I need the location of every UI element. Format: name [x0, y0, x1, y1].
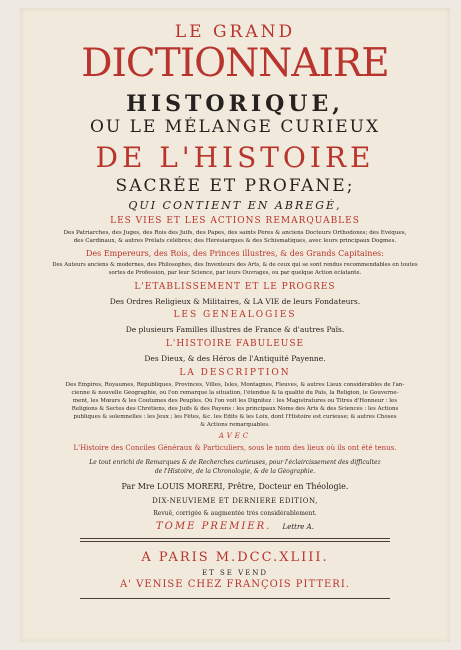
- text-description-2: cienne & nouvelle Géographie, où l'on remarque la situation, l'étendue & la qualité du Païs, la Religion, le Gouverne-: [71, 390, 399, 396]
- imprint-se-vend: ET SE VEND: [201, 569, 269, 577]
- title-line-histoire: DE L'HISTOIRE: [95, 141, 375, 174]
- text-description-1: Des Empires, Royaumes, Républiques, Provinces, Villes, Isles, Montagnes, Fleuves, & autres Lieux considérables de l'an-: [65, 382, 405, 388]
- text-familles: De plusieurs Familles illustres de France & d'autres Païs.: [125, 325, 345, 334]
- text-auteurs-1: Des Auteurs anciens & modernes, des Philosophes, des Inventeurs des Arts, & de ceux qui se sont rendus recommendables en toutes: [52, 262, 418, 268]
- text-description-4: Religions & Sectes des Chrétiens, des Juifs & des Payens : les principaux Noms des Arts & des Sciences : les Actions: [71, 406, 399, 412]
- heading-etablissement: L'ETABLISSEMENT ET LE PROGRÈS: [134, 282, 336, 292]
- text-description-3: ment, les Mœurs & les Coutumes des Peuples. Où l'on voit les Dignitez : les Magistratures ou Titres d'Honneur : les: [72, 398, 398, 404]
- title-line-dictionnaire: DICTIONNAIRE: [81, 41, 389, 86]
- heading-avec: AVEC: [218, 432, 252, 440]
- title-line-melange: OU LE MÉLANGE CURIEUX: [89, 117, 381, 137]
- heading-vies: LES VIES ET LES ACTIONS REMARQUABLES: [110, 216, 360, 226]
- heading-fabuleuse: L'HISTOIRE FABULEUSE: [165, 339, 305, 349]
- text-revue: Revuë, corrigée & augmentée très considérablement.: [153, 510, 317, 517]
- lettre-label: Lettre A.: [282, 523, 314, 531]
- text-ordres: Des Ordres Religieux & Militaires, & LA VIE de leurs Fondateurs.: [109, 297, 361, 306]
- heading-genealogies: LES GÉNÉALOGIES: [173, 310, 297, 320]
- divider-top: [80, 538, 390, 542]
- text-tome: [20, 521, 450, 532]
- text-description-6: & Actions remarquables.: [200, 422, 270, 428]
- divider-bottom: [80, 598, 390, 599]
- text-vies-2: des Cardinaux, & autres Prélats célèbres; des Hérésiarques & des Schismatiques, avec leurs principaux Dogmes.: [73, 238, 397, 244]
- tome-label: TOME PREMIER.: [156, 521, 272, 532]
- text-enrichi-1: Le tout enrichi de Remarques & de Recherches curieuses, pour l'éclaircissement des difficultez: [89, 459, 381, 466]
- text-auteurs-2: sortes de Profession, par leur Science, par leurs Ouvrages, ou par quelque Action éclatante.: [108, 270, 362, 276]
- text-enrichi-2: de l'Histoire, de la Chronologie, & de la Géographie.: [154, 468, 316, 475]
- text-author: Par Mre LOUIS MORERI, Prêtre, Docteur en Théologie.: [121, 482, 349, 491]
- text-description-5: publiques & solemnelles : les Jeux ; les Fêtes, &c. les Edits & les Loix, dont l'Histoire est curieuse; & autres Choses: [73, 414, 397, 420]
- imprint-venise: A' VENISE CHEZ FRANÇOIS PITTERI.: [120, 579, 350, 590]
- text-dieux: Des Dieux, & des Héros de l'Antiquité Payenne.: [144, 354, 326, 363]
- title-line-historique: HISTORIQUE,: [126, 91, 344, 117]
- title-line-sacree: SACRÉE ET PROFANE;: [115, 176, 355, 196]
- text-edition: DIX-NEUVIÈME ET DERNIÈRE EDITION,: [152, 497, 318, 505]
- text-conciles: L'Histoire des Conciles Généraux & Particuliers, sous le nom des lieux où ils ont été tenus.: [73, 444, 397, 452]
- text-vies-1: Des Patriarches, des Juges, des Rois des Juifs, des Papes, des saints Pères & anciens Docteurs Orthodoxes; des Evêques,: [63, 230, 407, 236]
- imprint-paris: A PARIS M.DCC.XLIII.: [141, 550, 329, 565]
- title-line-contient: QUI CONTIENT EN ABREGÉ,: [128, 199, 342, 212]
- title-page: [20, 8, 450, 642]
- title-line-le-grand: LE GRAND: [174, 22, 296, 42]
- heading-description: LA DESCRIPTION: [179, 368, 291, 378]
- text-empereurs: Des Empereurs, des Rois, des Princes illustres, & des Grands Capitaines:: [86, 249, 384, 258]
